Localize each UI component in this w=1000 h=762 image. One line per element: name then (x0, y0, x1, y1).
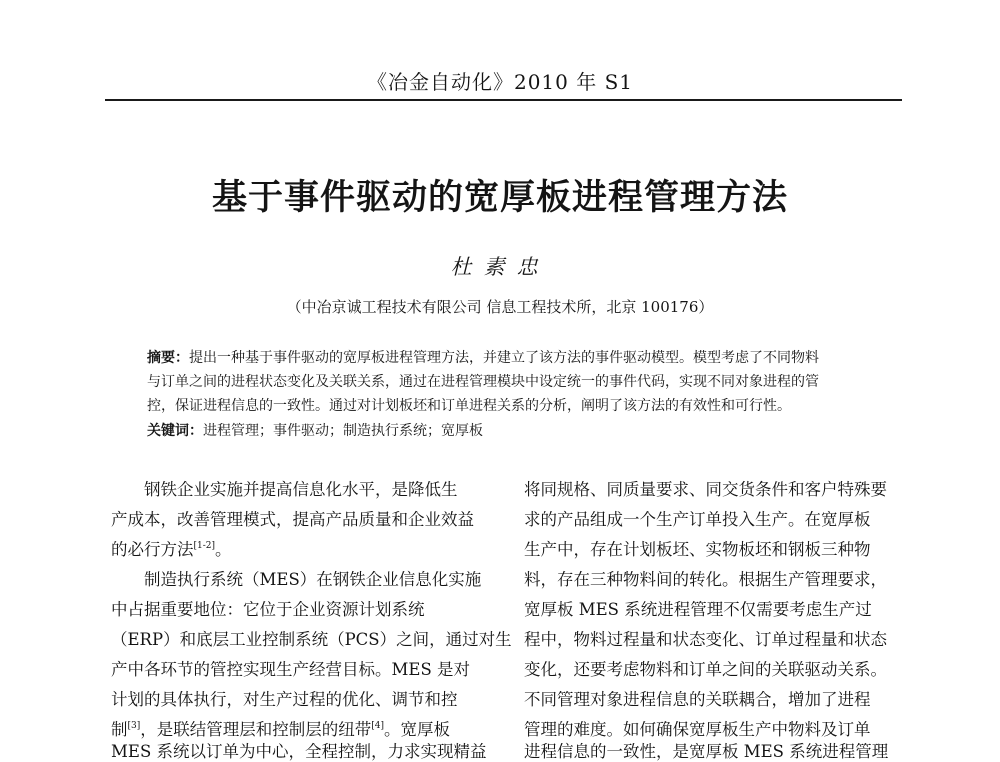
right-line: 宽厚板 MES 系统进程管理不仅需要考虑生产过 (524, 600, 872, 619)
left-line-text: ，是联结管理层和控制层的纽带 (140, 720, 372, 739)
right-line: 求的产品组成一个生产订单投入生产。在宽厚板 (524, 510, 871, 529)
left-line (111, 716, 450, 740)
left-line: 产中各环节的管控实现生产经营目标。MES 是对 (111, 660, 470, 679)
right-line: 生产中，存在计划板坯、实物板坯和钢板三种物 (524, 540, 871, 559)
left-line: 计划的具体执行，对生产过程的优化、调节和控 (111, 690, 458, 709)
left-line-punct: 。 (215, 540, 232, 559)
keywords-line (147, 420, 483, 440)
keywords-text: 进程管理；事件驱动；制造执行系统；宽厚板 (203, 423, 483, 439)
left-line-text: 制 (111, 720, 128, 739)
citation-4: [4] (371, 721, 384, 731)
right-line: 将同规格、同质量要求、同交货条件和客户特殊要 (524, 480, 887, 499)
left-line (111, 536, 232, 560)
left-line: MES 系统以订单为中心，全程控制，力求实现精益 (111, 742, 487, 761)
running-head: 《冶金自动化》2010 年 S1 (366, 70, 634, 94)
header-rule (105, 99, 902, 101)
left-line: 制造执行系统（MES）在钢铁企业信息化实施 (111, 570, 482, 589)
right-line: 料，存在三种物料间的转化。根据生产管理要求， (524, 570, 887, 589)
citation-3: [3] (127, 721, 141, 731)
right-line: 管理的难度。如何确保宽厚板生产中物料及订单 (524, 720, 871, 739)
paper-title: 基于事件驱动的宽厚板进程管理方法 (211, 178, 788, 218)
affiliation: （中冶京诚工程技术有限公司 信息工程技术所，北京 100176） (286, 298, 714, 316)
keywords-label: 关键词： (147, 423, 203, 439)
author-name: 杜素忠 (450, 255, 550, 279)
left-line: （ERP）和底层工业控制系统（PCS）之间，通过对生 (111, 630, 512, 649)
citation-1-2: [1-2] (193, 541, 216, 551)
left-line: 产成本，改善管理模式，提高产品质量和企业效益 (111, 510, 474, 529)
right-line: 变化，还要考虑物料和订单之间的关联驱动关系。 (524, 660, 887, 679)
left-line-text: 。宽厚板 (384, 720, 450, 739)
left-line: 钢铁企业实施并提高信息化水平，是降低生 (111, 480, 458, 499)
abstract-line-3: 控，保证进程信息的一致性。通过对计划板坯和订单进程关系的分析，阐明了该方法的有效性和可行性。 (147, 398, 791, 414)
abstract-line-1 (147, 347, 819, 367)
left-line-text: 的必行方法 (111, 540, 194, 559)
abstract-text: 提出一种基于事件驱动的宽厚板进程管理方法，并建立了该方法的事件驱动模型。模型考虑了不同物料 (189, 350, 819, 366)
right-line: 进程信息的一致性，是宽厚板 MES 系统进程管理 (524, 742, 889, 761)
abstract-line-2: 与订单之间的进程状态变化及关联关系，通过在进程管理模块中设定统一的事件代码，实现不同对象进程的管 (147, 374, 819, 390)
abstract-label: 摘要： (147, 350, 189, 366)
left-line: 中占据重要地位：它位于企业资源计划系统 (111, 600, 425, 619)
right-line: 程中，物料过程量和状态变化、订单过程量和状态 (524, 630, 887, 649)
right-line: 不同管理对象进程信息的关联耦合，增加了进程 (524, 690, 871, 709)
